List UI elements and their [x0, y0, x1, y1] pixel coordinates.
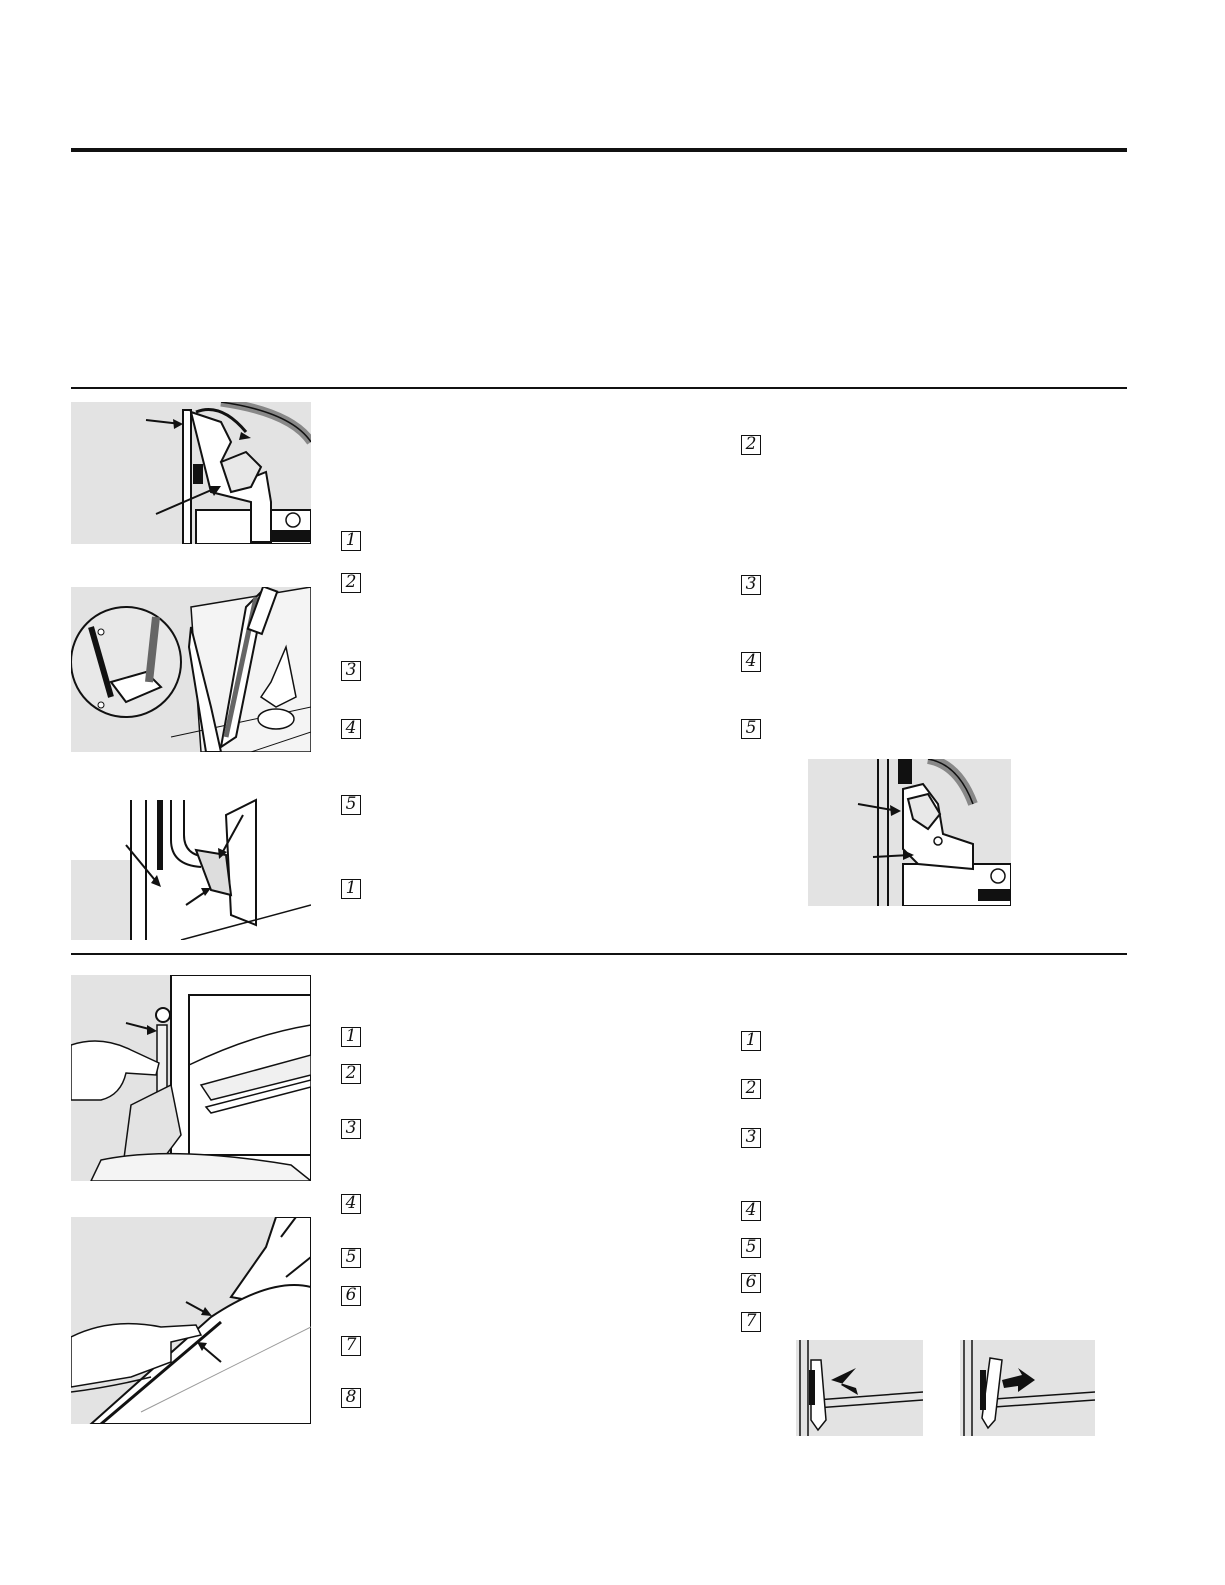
hinge-engaged-drawing [808, 759, 1011, 906]
glass-slide-drawing [71, 1217, 311, 1424]
clip-push-drawing [796, 1340, 923, 1436]
clip-pull-illustration [960, 1340, 1095, 1436]
door-glass-drawing [71, 975, 311, 1181]
step-number: 7 [741, 1312, 761, 1332]
arrow-icon [1002, 1368, 1035, 1392]
step-number: 5 [741, 1238, 761, 1258]
step-number: 6 [341, 1286, 361, 1306]
header-rule [71, 148, 1127, 152]
clip-push-illustration [796, 1340, 923, 1436]
step-number: 8 [341, 1388, 361, 1408]
arrow-icon [831, 1368, 858, 1395]
step-number: 3 [741, 575, 761, 595]
step-number: 2 [741, 435, 761, 455]
hinge-lock-drawing [71, 402, 311, 544]
step-number: 6 [741, 1273, 761, 1293]
curved-arrow-icon [239, 432, 251, 440]
step-number: 4 [341, 719, 361, 739]
step-number: 4 [341, 1194, 361, 1214]
step-number: 2 [341, 573, 361, 593]
door-lift-drawing [71, 587, 311, 752]
hinge-seated-illustration [71, 795, 311, 940]
step-number: 7 [341, 1336, 361, 1356]
step-number: 1 [341, 879, 361, 899]
hinge-engaged-illustration [808, 759, 1011, 906]
step-number: 5 [341, 1248, 361, 1268]
section-divider-1 [71, 387, 1127, 389]
section-divider-2 [71, 953, 1127, 955]
step-number: 3 [341, 1119, 361, 1139]
clip-pull-drawing [960, 1340, 1095, 1436]
hinge-lock-illustration [71, 402, 311, 544]
step-number: 2 [341, 1064, 361, 1084]
step-number: 3 [741, 1128, 761, 1148]
door-glass-illustration [71, 975, 311, 1181]
step-number: 5 [741, 719, 761, 739]
hinge-seated-drawing [71, 795, 311, 940]
glass-slide-illustration [71, 1217, 311, 1424]
step-number: 1 [741, 1031, 761, 1051]
step-number: 5 [341, 795, 361, 815]
step-number: 1 [341, 1027, 361, 1047]
door-lift-illustration [71, 587, 311, 752]
step-number: 4 [741, 652, 761, 672]
step-number: 1 [341, 531, 361, 551]
step-number: 3 [341, 661, 361, 681]
step-number: 2 [741, 1079, 761, 1099]
step-number: 4 [741, 1201, 761, 1221]
